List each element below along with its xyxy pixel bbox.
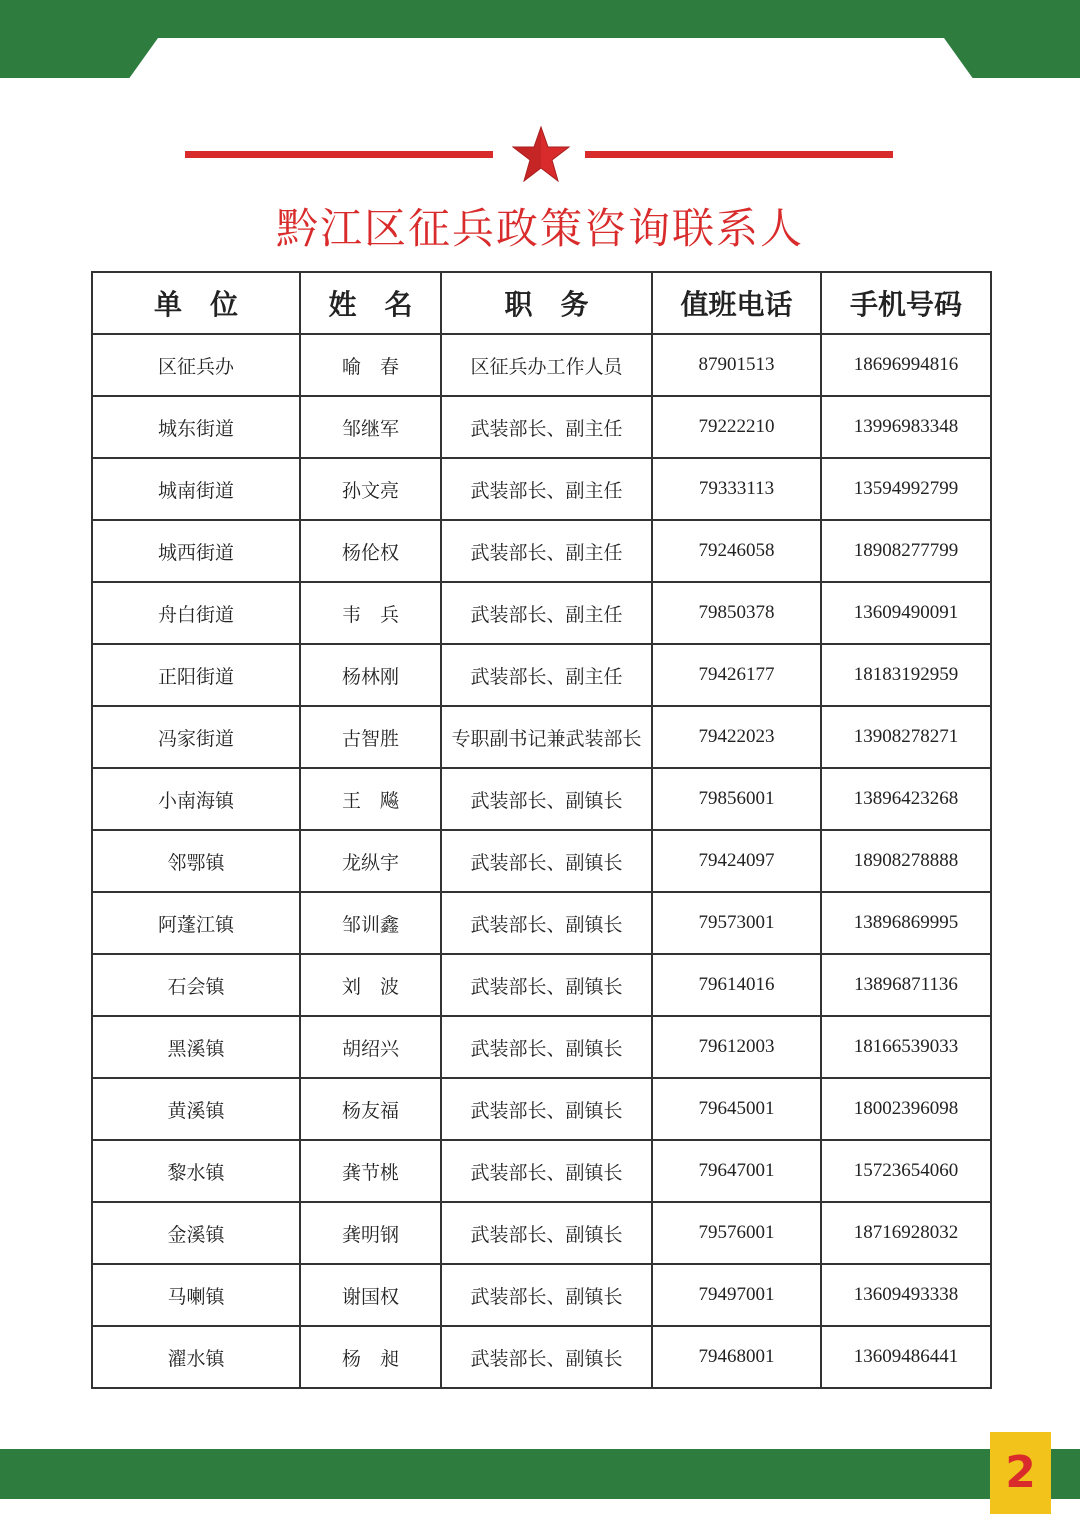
table-row <box>92 582 991 644</box>
position-cell: 武装部长、副主任 <box>441 520 652 582</box>
name-cell: 谢国权 <box>300 1264 441 1326</box>
duty-phone-cell: 87901513 <box>652 334 821 396</box>
position-cell: 武装部长、副镇长 <box>441 1140 652 1202</box>
duty-phone-cell: 79468001 <box>652 1326 821 1388</box>
table-header-row <box>92 272 991 334</box>
position-cell: 武装部长、副主任 <box>441 458 652 520</box>
table-row <box>92 1202 991 1264</box>
unit-cell: 马喇镇 <box>92 1264 300 1326</box>
duty-phone-cell: 79573001 <box>652 892 821 954</box>
name-cell: 龙纵宇 <box>300 830 441 892</box>
position-cell: 武装部长、副主任 <box>441 644 652 706</box>
contacts-table <box>91 271 992 1389</box>
position-cell: 武装部长、副镇长 <box>441 830 652 892</box>
mobile-cell: 18183192959 <box>821 644 991 706</box>
table-row <box>92 396 991 458</box>
table-row <box>92 1140 991 1202</box>
table-row <box>92 954 991 1016</box>
unit-cell: 濯水镇 <box>92 1326 300 1388</box>
name-cell: 孙文亮 <box>300 458 441 520</box>
name-cell: 杨友福 <box>300 1078 441 1140</box>
position-cell: 武装部长、副镇长 <box>441 1078 652 1140</box>
table-row <box>92 892 991 954</box>
duty-phone-cell: 79424097 <box>652 830 821 892</box>
unit-cell: 黑溪镇 <box>92 1016 300 1078</box>
unit-cell: 冯家街道 <box>92 706 300 768</box>
unit-cell: 金溪镇 <box>92 1202 300 1264</box>
mobile-cell: 15723654060 <box>821 1140 991 1202</box>
name-cell: 王 飚 <box>300 768 441 830</box>
table-row <box>92 520 991 582</box>
name-cell: 刘 波 <box>300 954 441 1016</box>
mobile-cell: 13609490091 <box>821 582 991 644</box>
position-cell: 武装部长、副镇长 <box>441 1264 652 1326</box>
table-row <box>92 830 991 892</box>
page-title: 黔江区征兵政策咨询联系人 <box>275 204 804 253</box>
unit-cell: 小南海镇 <box>92 768 300 830</box>
name-cell: 杨林刚 <box>300 644 441 706</box>
table-row <box>92 1326 991 1388</box>
unit-cell: 黎水镇 <box>92 1140 300 1202</box>
unit-cell: 城西街道 <box>92 520 300 582</box>
header-mobile: 手机号码 <box>821 272 991 334</box>
mobile-cell: 18908277799 <box>821 520 991 582</box>
unit-cell: 城南街道 <box>92 458 300 520</box>
table-row <box>92 334 991 396</box>
mobile-cell: 13609493338 <box>821 1264 991 1326</box>
name-cell: 韦 兵 <box>300 582 441 644</box>
name-cell: 龚节桃 <box>300 1140 441 1202</box>
red-star-icon <box>512 126 570 182</box>
mobile-cell: 13609486441 <box>821 1326 991 1388</box>
header-unit: 单 位 <box>92 272 300 334</box>
duty-phone-cell: 79612003 <box>652 1016 821 1078</box>
unit-cell: 阿蓬江镇 <box>92 892 300 954</box>
name-cell: 杨伦权 <box>300 520 441 582</box>
name-cell: 龚明钢 <box>300 1202 441 1264</box>
duty-phone-cell: 79850378 <box>652 582 821 644</box>
mobile-cell: 18716928032 <box>821 1202 991 1264</box>
table-row <box>92 1264 991 1326</box>
duty-phone-cell: 79222210 <box>652 396 821 458</box>
duty-phone-cell: 79576001 <box>652 1202 821 1264</box>
position-cell: 武装部长、副主任 <box>441 396 652 458</box>
duty-phone-cell: 79333113 <box>652 458 821 520</box>
header-name: 姓 名 <box>300 272 441 334</box>
duty-phone-cell: 79422023 <box>652 706 821 768</box>
unit-cell: 黄溪镇 <box>92 1078 300 1140</box>
table-row <box>92 644 991 706</box>
title-divider-left <box>185 151 493 158</box>
unit-cell: 舟白街道 <box>92 582 300 644</box>
duty-phone-cell: 79246058 <box>652 520 821 582</box>
position-cell: 武装部长、副镇长 <box>441 954 652 1016</box>
name-cell: 邹继军 <box>300 396 441 458</box>
mobile-cell: 13908278271 <box>821 706 991 768</box>
title-divider-right <box>585 151 893 158</box>
mobile-cell: 18002396098 <box>821 1078 991 1140</box>
table-row <box>92 1016 991 1078</box>
bottom-green-band <box>0 1449 1080 1499</box>
name-cell: 邹训鑫 <box>300 892 441 954</box>
position-cell: 区征兵办工作人员 <box>441 334 652 396</box>
mobile-cell: 13594992799 <box>821 458 991 520</box>
header-duty-phone: 值班电话 <box>652 272 821 334</box>
position-cell: 武装部长、副镇长 <box>441 1202 652 1264</box>
mobile-cell: 18696994816 <box>821 334 991 396</box>
duty-phone-cell: 79856001 <box>652 768 821 830</box>
position-cell: 武装部长、副镇长 <box>441 1016 652 1078</box>
header-position: 职 务 <box>441 272 652 334</box>
duty-phone-cell: 79647001 <box>652 1140 821 1202</box>
unit-cell: 邻鄂镇 <box>92 830 300 892</box>
position-cell: 武装部长、副镇长 <box>441 892 652 954</box>
duty-phone-cell: 79426177 <box>652 644 821 706</box>
duty-phone-cell: 79497001 <box>652 1264 821 1326</box>
top-band-notch <box>128 38 974 80</box>
mobile-cell: 13896423268 <box>821 768 991 830</box>
mobile-cell: 13896869995 <box>821 892 991 954</box>
position-cell: 专职副书记兼武装部长 <box>441 706 652 768</box>
duty-phone-cell: 79645001 <box>652 1078 821 1140</box>
position-cell: 武装部长、副镇长 <box>441 1326 652 1388</box>
page-number: 2 <box>990 1432 1051 1514</box>
unit-cell: 区征兵办 <box>92 334 300 396</box>
mobile-cell: 18908278888 <box>821 830 991 892</box>
name-cell: 古智胜 <box>300 706 441 768</box>
unit-cell: 石会镇 <box>92 954 300 1016</box>
position-cell: 武装部长、副镇长 <box>441 768 652 830</box>
table-row <box>92 768 991 830</box>
table-row <box>92 458 991 520</box>
unit-cell: 城东街道 <box>92 396 300 458</box>
name-cell: 喻 春 <box>300 334 441 396</box>
position-cell: 武装部长、副主任 <box>441 582 652 644</box>
unit-cell: 正阳街道 <box>92 644 300 706</box>
table-body <box>92 334 991 1388</box>
duty-phone-cell: 79614016 <box>652 954 821 1016</box>
table-row <box>92 706 991 768</box>
name-cell: 杨 昶 <box>300 1326 441 1388</box>
mobile-cell: 18166539033 <box>821 1016 991 1078</box>
name-cell: 胡绍兴 <box>300 1016 441 1078</box>
table-row <box>92 1078 991 1140</box>
mobile-cell: 13896871136 <box>821 954 991 1016</box>
mobile-cell: 13996983348 <box>821 396 991 458</box>
